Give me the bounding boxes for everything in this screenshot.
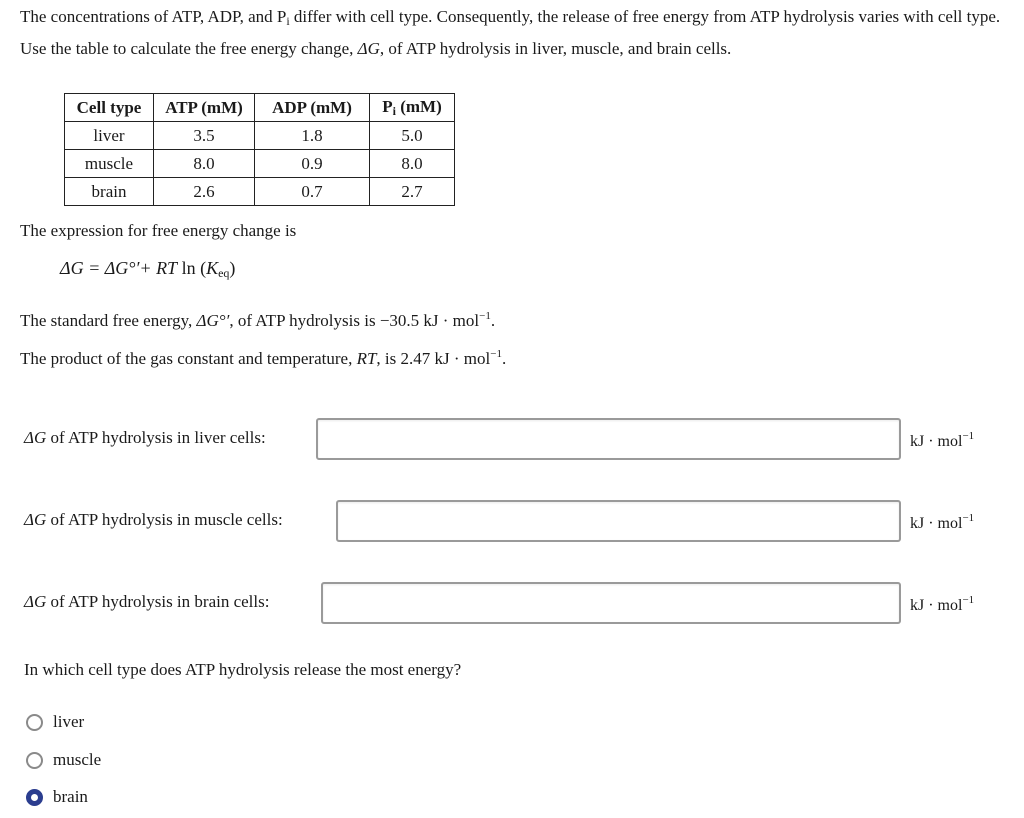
table-row <box>65 122 455 150</box>
header-cell-type: Cell type <box>65 94 154 122</box>
radio-muscle[interactable] <box>26 752 43 769</box>
table-cell: 5.0 <box>370 122 455 150</box>
table-cell: 2.7 <box>370 178 455 206</box>
table-row <box>65 178 455 206</box>
header-adp: ADP (mM) <box>255 94 370 122</box>
table-cell: 2.6 <box>154 178 255 206</box>
table-cell: 1.8 <box>255 122 370 150</box>
most-energy-question: In which cell type does ATP hydrolysis release the most energy? <box>24 660 462 679</box>
option-brain[interactable] <box>26 787 88 807</box>
radio-liver[interactable] <box>26 714 43 731</box>
problem-intro: The concentrations of ATP, ADP, and $P_i$ differ with cell type. Consequently, the release of free energy from ATP hydrolysis varies with cell type. Use the table to calculate the free energy change, ΔG, of ATP hydrolysis in liver, muscle, and brain cells. <box>20 7 1001 58</box>
standard-free-energy-text: The standard free energy, ΔG°′, of ATP hydrolysis is −30.5 kJ · mol$^{-1}$. <box>20 310 496 330</box>
radio-brain[interactable] <box>26 789 43 806</box>
muscle-answer-label: ΔG of ATP hydrolysis in muscle cells: <box>24 510 283 529</box>
option-liver[interactable] <box>26 712 84 732</box>
muscle-dg-input[interactable] <box>336 500 901 542</box>
table-cell: 8.0 <box>370 150 455 178</box>
option-liver-label: liver <box>53 712 85 731</box>
option-muscle-label: muscle <box>53 750 102 769</box>
table-header-row <box>65 94 455 122</box>
option-muscle[interactable] <box>26 750 101 770</box>
option-brain-label: brain <box>53 787 88 806</box>
free-energy-formula: ΔG = ΔG°′+ RT $\ln (K_{eq})$ <box>60 258 236 280</box>
header-atp: ATP (mM) <box>154 94 255 122</box>
liver-answer-label: ΔG of ATP hydrolysis in liver cells: <box>24 428 266 447</box>
concentration-table <box>64 93 455 206</box>
table-cell: liver <box>65 122 154 150</box>
table-cell: 0.9 <box>255 150 370 178</box>
table-cell: brain <box>65 178 154 206</box>
brain-answer-label: ΔG of ATP hydrolysis in brain cells: <box>24 592 270 611</box>
header-pi: $P_i$ (mM) <box>370 94 455 122</box>
liver-unit: kJ · mol$^{-1}$ <box>910 430 975 450</box>
table-row <box>65 150 455 178</box>
muscle-unit: kJ · mol$^{-1}$ <box>910 512 975 532</box>
table-cell: 3.5 <box>154 122 255 150</box>
rt-product-text: The product of the gas constant and temperature, RT, is 2.47 kJ · mol$^{-1}$. <box>20 348 507 368</box>
table-cell: 0.7 <box>255 178 370 206</box>
liver-dg-input[interactable] <box>316 418 901 460</box>
table-cell: 8.0 <box>154 150 255 178</box>
table-cell: muscle <box>65 150 154 178</box>
brain-dg-input[interactable] <box>321 582 901 624</box>
brain-unit: kJ · mol$^{-1}$ <box>910 594 975 614</box>
expression-intro: The expression for free energy change is <box>20 221 297 240</box>
